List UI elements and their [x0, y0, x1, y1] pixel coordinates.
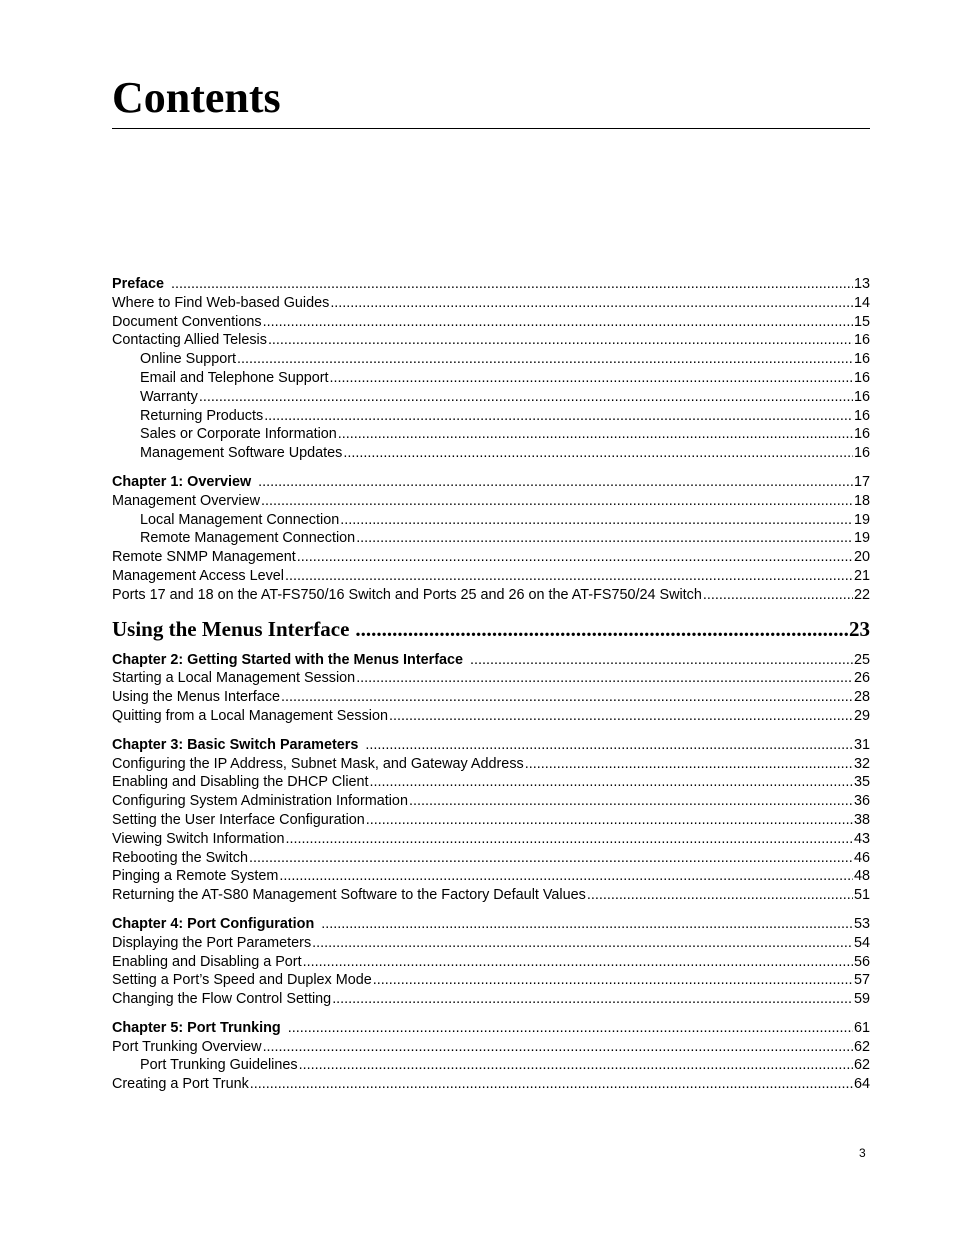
dot-leader	[330, 369, 853, 388]
toc-entry-title: Returning Products	[140, 407, 264, 424]
toc-entry[interactable]	[112, 511, 870, 530]
dot-leader	[343, 444, 853, 463]
toc-entry-page: 28	[853, 689, 870, 706]
dot-leader	[264, 407, 853, 426]
toc-entry-page: 19	[853, 511, 870, 528]
dot-leader	[261, 492, 853, 511]
toc-entry[interactable]	[112, 567, 870, 586]
toc-part-heading[interactable]	[112, 615, 870, 643]
toc-entry-title: Warranty	[140, 388, 198, 405]
toc-chapter-entry[interactable]	[112, 1019, 870, 1038]
toc-entry-page: 16	[853, 388, 870, 405]
dot-leader	[587, 886, 853, 905]
toc-entry-title: Management Software Updates	[140, 445, 343, 462]
table-of-contents	[112, 275, 870, 1094]
group-spacer	[112, 905, 870, 915]
toc-entry-title: Remote SNMP Management	[112, 549, 296, 566]
toc-entry-page: 14	[853, 294, 870, 311]
dot-leader	[171, 275, 853, 294]
toc-entry-page: 38	[853, 811, 870, 828]
group-spacer	[112, 1009, 870, 1019]
toc-entry-page: 25	[853, 651, 870, 668]
dot-leader	[303, 953, 853, 972]
dot-leader	[355, 615, 849, 643]
toc-chapter-entry[interactable]	[112, 915, 870, 934]
dot-leader	[703, 586, 853, 605]
dot-leader	[250, 1075, 853, 1094]
toc-entry[interactable]	[112, 867, 870, 886]
toc-entry-title: Setting the User Interface Configuration	[112, 811, 365, 828]
toc-entry-title: Chapter 1: Overview	[112, 473, 252, 490]
toc-entry-page: 61	[853, 1019, 870, 1036]
toc-entry-page: 16	[853, 369, 870, 386]
toc-entry-page: 53	[853, 915, 870, 932]
dot-leader	[389, 707, 853, 726]
dot-leader	[249, 849, 853, 868]
dot-leader	[297, 548, 853, 567]
toc-entry[interactable]	[112, 548, 870, 567]
dot-leader	[263, 313, 853, 332]
toc-entry-page: 13	[853, 276, 870, 292]
toc-entry-title: Rebooting the Switch	[112, 849, 248, 866]
toc-entry-page: 31	[853, 736, 870, 753]
toc-entry-page: 20	[853, 549, 870, 566]
toc-entry-page: 36	[853, 793, 870, 810]
toc-entry[interactable]	[112, 444, 870, 463]
dot-leader	[286, 830, 853, 849]
dot-leader	[373, 971, 853, 990]
toc-entry-title: Pinging a Remote System	[112, 868, 279, 885]
toc-entry-page: 22	[853, 586, 870, 603]
dot-leader	[268, 331, 853, 350]
toc-entry[interactable]	[112, 407, 870, 426]
toc-chapter-entry[interactable]	[112, 473, 870, 492]
toc-entry-title: Chapter 3: Basic Switch Parameters	[112, 736, 359, 753]
toc-entry[interactable]	[112, 313, 870, 332]
toc-entry-page: 43	[853, 830, 870, 847]
title-rule	[112, 128, 870, 129]
dot-leader	[370, 773, 853, 792]
toc-entry-page: 16	[853, 332, 870, 349]
toc-entry-page: 62	[853, 1038, 870, 1055]
toc-entry-page: 59	[853, 991, 870, 1008]
toc-entry[interactable]	[112, 688, 870, 707]
toc-entry-title: Changing the Flow Control Setting	[112, 991, 332, 1008]
toc-entry-page: 57	[853, 972, 870, 989]
toc-entry-title: Where to Find Web-based Guides	[112, 294, 330, 311]
toc-entry-page: 16	[853, 445, 870, 462]
toc-entry[interactable]	[112, 294, 870, 313]
toc-entry-title: Quitting from a Local Management Session	[112, 707, 388, 724]
toc-entry-title: Port Trunking Guidelines	[140, 1057, 298, 1074]
toc-entry[interactable]	[112, 1075, 870, 1094]
dot-leader	[199, 388, 853, 407]
toc-entry-title: Sales or Corporate Information	[140, 426, 337, 443]
toc-entry-page: 35	[853, 774, 870, 791]
toc-entry-page: 48	[853, 868, 870, 885]
toc-entry[interactable]	[112, 990, 870, 1009]
dot-leader	[263, 1038, 853, 1057]
toc-entry-page: 16	[853, 426, 870, 443]
toc-entry-title: Document Conventions	[112, 313, 262, 330]
group-spacer	[112, 463, 870, 473]
dot-leader	[338, 425, 853, 444]
toc-entry-title: Online Support	[140, 351, 236, 368]
toc-entry-title: Using the Menus Interface	[112, 689, 280, 706]
toc-entry-page: 17	[853, 473, 870, 490]
toc-entry-title: Configuring System Administration Information	[112, 793, 408, 810]
toc-entry-title: Ports 17 and 18 on the AT-FS750/16 Switch and Ports 25 and 26 on the AT-FS750/24 Switch	[112, 586, 702, 603]
dot-leader	[366, 811, 853, 830]
toc-entry-title: Contacting Allied Telesis	[112, 332, 267, 349]
toc-entry-title: Enabling and Disabling the DHCP Client	[112, 774, 369, 791]
toc-chapter-entry[interactable]	[112, 736, 870, 755]
toc-entry-title: Local Management Connection	[140, 511, 340, 528]
toc-entry-title: Chapter 5: Port Trunking	[112, 1019, 281, 1036]
toc-entry[interactable]	[112, 707, 870, 726]
toc-entry-page: 29	[853, 707, 870, 724]
dot-leader	[237, 350, 853, 369]
toc-entry[interactable]	[112, 934, 870, 953]
toc-entry[interactable]	[112, 492, 870, 511]
toc-entry-page: 62	[853, 1057, 870, 1074]
dot-leader	[332, 990, 853, 1009]
toc-entry-title: Enabling and Disabling a Port	[112, 953, 302, 970]
toc-entry-title: Returning the AT-S80 Management Software to the Factory Default Values	[112, 887, 586, 904]
dot-leader	[356, 529, 853, 548]
toc-entry-title: Chapter 4: Port Configuration	[112, 915, 315, 932]
page-title: Contents	[112, 73, 281, 122]
dot-leader	[321, 915, 853, 934]
toc-entry[interactable]	[112, 971, 870, 990]
toc-entry-title: Port Trunking Overview	[112, 1038, 262, 1055]
dot-leader	[299, 1056, 853, 1075]
toc-entry[interactable]	[112, 425, 870, 444]
toc-entry[interactable]	[112, 350, 870, 369]
toc-entry-title: Creating a Port Trunk	[112, 1076, 249, 1093]
toc-entry-page: 46	[853, 849, 870, 866]
dot-leader	[288, 1019, 853, 1038]
toc-entry-title: Management Overview	[112, 492, 260, 509]
toc-entry-page: 16	[853, 351, 870, 368]
dot-leader	[340, 511, 853, 530]
toc-entry-page: 51	[853, 887, 870, 904]
toc-entry-title: Configuring the IP Address, Subnet Mask, and Gateway Address	[112, 755, 524, 772]
dot-leader	[409, 792, 853, 811]
dot-leader	[279, 867, 853, 886]
toc-entry[interactable]	[112, 773, 870, 792]
toc-chapter-entry[interactable]	[112, 275, 870, 294]
dot-leader	[470, 651, 853, 670]
toc-entry-page: 56	[853, 953, 870, 970]
toc-entry-title: Preface	[112, 276, 165, 292]
toc-entry-title: Chapter 2: Getting Started with the Menus Interface	[112, 651, 464, 668]
dot-leader	[356, 669, 853, 688]
toc-entry[interactable]	[112, 1038, 870, 1057]
toc-entry[interactable]	[112, 369, 870, 388]
page-number: 3	[859, 1146, 866, 1160]
toc-entry-title: Starting a Local Management Session	[112, 670, 356, 687]
toc-entry-title: Displaying the Port Parameters	[112, 934, 312, 951]
toc-entry-page: 26	[853, 670, 870, 687]
toc-entry-page: 21	[853, 567, 870, 584]
group-spacer	[112, 726, 870, 736]
toc-entry[interactable]	[112, 755, 870, 774]
dot-leader	[258, 473, 853, 492]
dot-leader	[285, 567, 853, 586]
toc-entry[interactable]	[112, 830, 870, 849]
toc-entry[interactable]	[112, 953, 870, 972]
toc-entry[interactable]	[112, 811, 870, 830]
toc-entry-title: Setting a Port’s Speed and Duplex Mode	[112, 972, 372, 989]
toc-entry[interactable]	[112, 586, 870, 605]
toc-entry-page: 19	[853, 530, 870, 547]
toc-part-title: Using the Menus Interface	[112, 616, 350, 641]
toc-entry[interactable]	[112, 849, 870, 868]
toc-part-page: 23	[849, 616, 870, 641]
toc-entry-page: 54	[853, 934, 870, 951]
toc-entry-page: 15	[853, 313, 870, 330]
toc-entry[interactable]	[112, 529, 870, 548]
toc-entry-page: 16	[853, 407, 870, 424]
toc-chapter-entry[interactable]	[112, 651, 870, 670]
dot-leader	[525, 755, 853, 774]
toc-entry-title: Email and Telephone Support	[140, 369, 329, 386]
toc-entry-page: 64	[853, 1076, 870, 1093]
toc-entry-page: 32	[853, 755, 870, 772]
toc-entry-title: Remote Management Connection	[140, 530, 356, 547]
dot-leader	[330, 294, 853, 313]
toc-entry[interactable]	[112, 792, 870, 811]
toc-entry[interactable]	[112, 388, 870, 407]
dot-leader	[365, 736, 853, 755]
toc-entry[interactable]	[112, 886, 870, 905]
toc-entry[interactable]	[112, 331, 870, 350]
toc-entry-page: 18	[853, 492, 870, 509]
dot-leader	[312, 934, 853, 953]
toc-entry-title: Management Access Level	[112, 567, 284, 584]
dot-leader	[281, 688, 853, 707]
toc-entry[interactable]	[112, 1056, 870, 1075]
toc-entry-title: Viewing Switch Information	[112, 830, 285, 847]
toc-entry[interactable]	[112, 669, 870, 688]
